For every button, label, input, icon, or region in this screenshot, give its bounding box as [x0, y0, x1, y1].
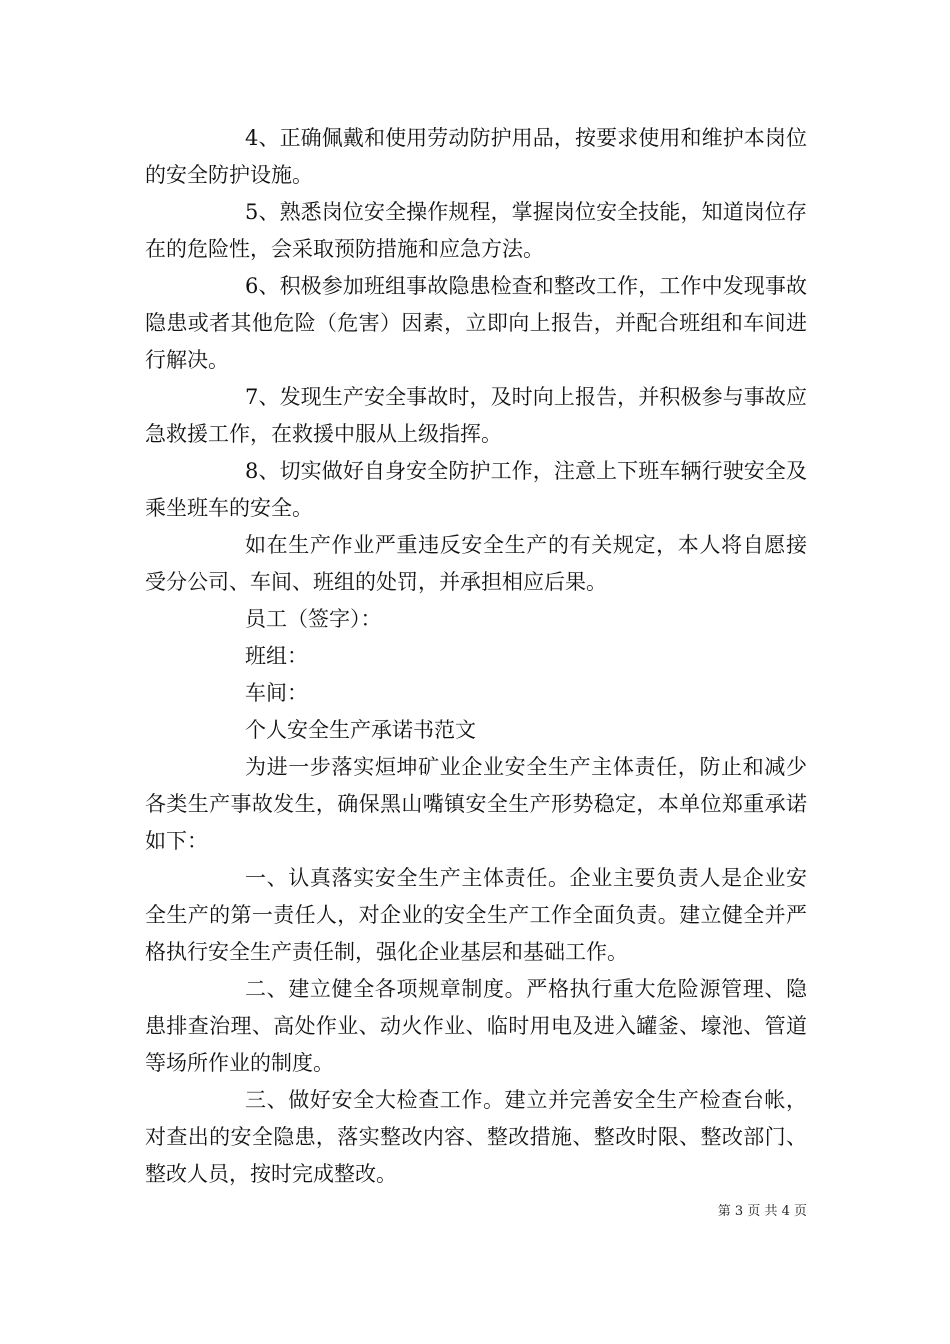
document-body [145, 120, 807, 1193]
paragraph-item-4: 4、正确佩戴和使用劳动防护用品，按要求使用和维护本岗位的安全防护设施。 [145, 126, 807, 187]
paragraph-commitment-1: 一、认真落实安全生产主体责任。企业主要负责人是企业安全生产的第一责任人，对企业的安全生产工作全面负责。建立健全并严格执行安全生产责任制，强化企业基层和基础工作。 [145, 866, 807, 964]
paragraph-commitment-2: 二、建立健全各项规章制度。严格执行重大危险源管理、隐患排查治理、高处作业、动火作业、临时用电及进入罐釜、壕池、管道等场所作业的制度。 [145, 977, 807, 1075]
paragraph-item-6: 6、积极参加班组事故隐患检查和整改工作，工作中发现事故隐患或者其他危险（危害）因素，立即向上报告，并配合班组和车间进行解决。 [145, 274, 807, 372]
paragraph-item-5: 5、熟悉岗位安全操作规程，掌握岗位安全技能，知道岗位存在的危险性，会采取预防措施和应急方法。 [145, 200, 807, 261]
page-number-footer: 第 3 页 共 4 页 [717, 1204, 807, 1219]
paragraph-item-7: 7、发现生产安全事故时，及时向上报告，并积极参与事故应急救援工作，在救援中服从上级指挥。 [145, 385, 807, 446]
section-title: 个人安全生产承诺书范文 [245, 718, 476, 742]
signature-workshop: 车间： [245, 681, 308, 705]
paragraph-item-8: 8、切实做好自身安全防护工作，注意上下班车辆行驶安全及乘坐班车的安全。 [145, 459, 807, 520]
paragraph-consequence: 如在生产作业严重违反安全生产的有关规定，本人将自愿接受分公司、车间、班组的处罚，并承担相应后果。 [145, 533, 807, 594]
signature-team: 班组： [245, 644, 308, 668]
signature-employee: 员工（签字）： [245, 607, 382, 631]
paragraph-commitment-3: 三、做好安全大检查工作。建立并完善安全生产检查台帐，对查出的安全隐患，落实整改内容、整改措施、整改时限、整改部门、整改人员，按时完成整改。 [145, 1088, 807, 1186]
paragraph-intro: 为进一步落实烜坤矿业企业安全生产主体责任，防止和减少各类生产事故发生，确保黑山嘴镇安全生产形势稳定，本单位郑重承诺如下： [145, 755, 807, 853]
